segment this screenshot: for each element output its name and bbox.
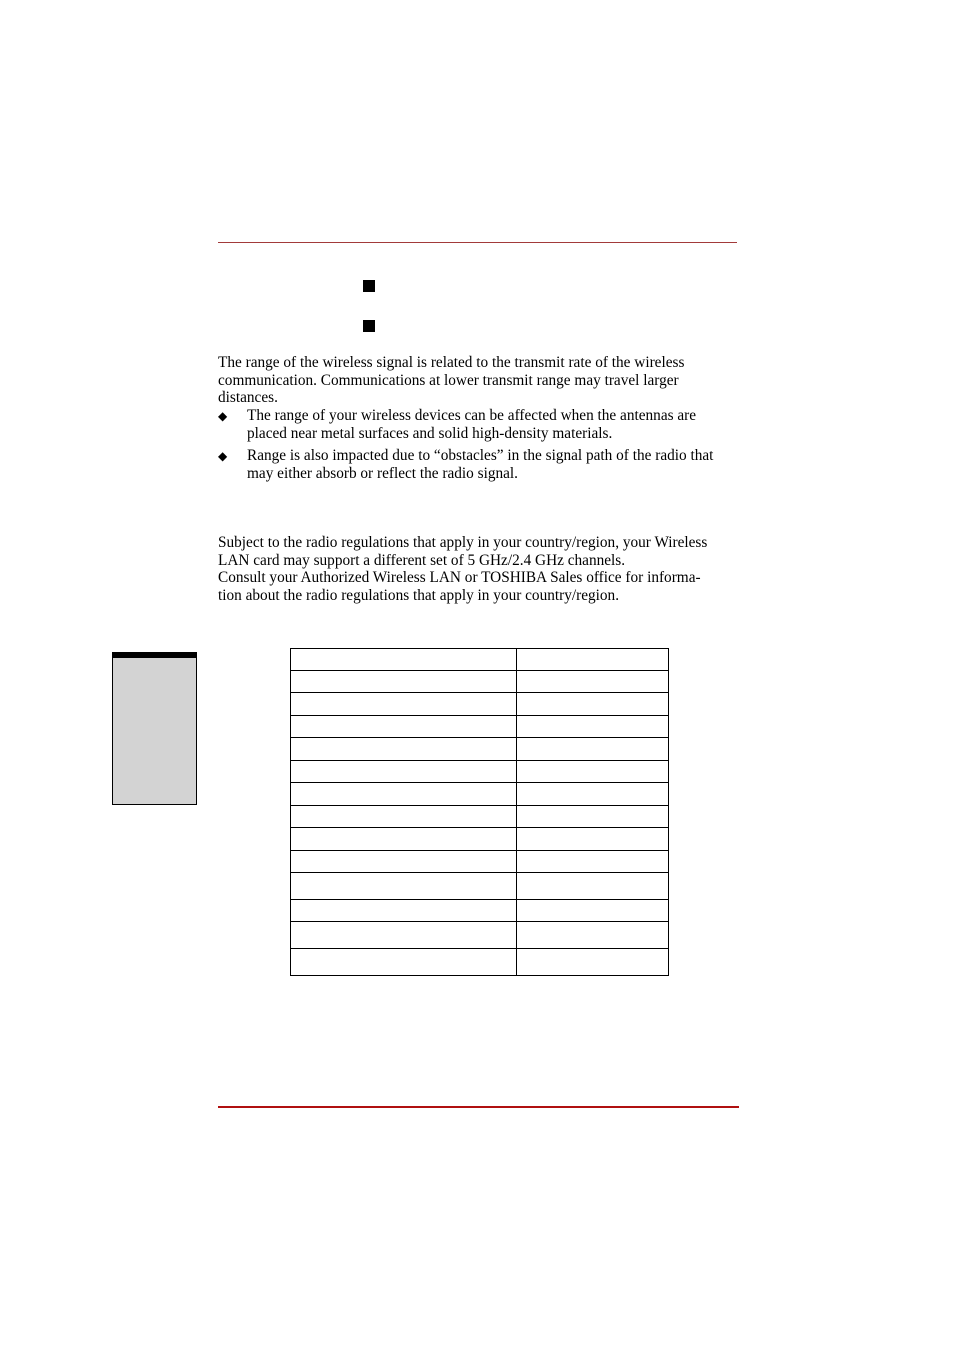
diamond-bullet-icon: ◆ [218,409,228,423]
table-cell [291,716,517,738]
table-row [291,806,669,828]
diamond-bullet-icon: ◆ [218,449,228,463]
bullet-text [247,447,713,483]
table-row [291,851,669,873]
bullet-line: may either absorb or reflect the radio signal. [247,465,518,482]
table-row [291,761,669,783]
square-bullet-icon [363,280,375,292]
bullet-line: The range of your wireless devices can be affected when the antennas are [247,407,697,424]
table-cell [291,671,517,693]
table-cell [517,716,669,738]
table-cell [517,851,669,873]
regulations-paragraph [218,534,738,604]
paragraph-line: The range of the wireless signal is related to the transmit rate of the wireless [218,354,685,371]
table-cell [517,873,669,900]
paragraph-line: Consult your Authorized Wireless LAN or TOSHIBA Sales office for informa- [218,569,701,587]
table-cell [517,783,669,806]
table-cell [291,761,517,783]
paragraph-line: communication. Communications at lower transmit range may travel larger [218,371,679,389]
bullet-text [247,407,696,443]
channel-table [290,648,669,976]
table-row [291,738,669,761]
table-cell [291,851,517,873]
bullet-line: Range is also impacted due to “obstacles” in the signal path of the radio that [247,447,714,464]
table-cell [517,761,669,783]
table-cell [291,806,517,828]
bullet-line: placed near metal surfaces and solid high-density materials. [247,425,613,442]
table-cell [291,922,517,949]
table-cell [291,693,517,716]
square-bullet-icon [363,320,375,332]
table-cell [291,649,517,671]
table-cell [291,873,517,900]
table-cell [517,900,669,922]
table-row [291,900,669,922]
table-row [291,873,669,900]
table-row [291,922,669,949]
chapter-side-tab [112,652,197,805]
table-cell [517,949,669,976]
table-cell [517,738,669,761]
table-row [291,949,669,976]
table-cell [291,900,517,922]
range-paragraph [218,354,738,407]
paragraph-line: distances. [218,389,278,407]
table-cell [517,922,669,949]
footer-rule [218,1106,739,1108]
table-cell [291,828,517,851]
header-rule [218,242,737,243]
table-cell [291,738,517,761]
table-cell [517,828,669,851]
table-cell [517,649,669,671]
paragraph-line: LAN card may support a different set of 5 GHz/2.4 GHz channels. [218,551,626,569]
table-row [291,649,669,671]
table-cell [517,671,669,693]
paragraph-line: tion about the radio regulations that apply in your country/region. [218,586,620,604]
table-row [291,693,669,716]
paragraph-line: Subject to the radio regulations that apply in your country/region, your Wireless [218,534,708,551]
table-cell [517,693,669,716]
table-row [291,671,669,693]
table-cell [291,783,517,806]
table-cell [291,949,517,976]
table-cell [517,806,669,828]
table-row [291,783,669,806]
table-row [291,828,669,851]
table-row [291,716,669,738]
